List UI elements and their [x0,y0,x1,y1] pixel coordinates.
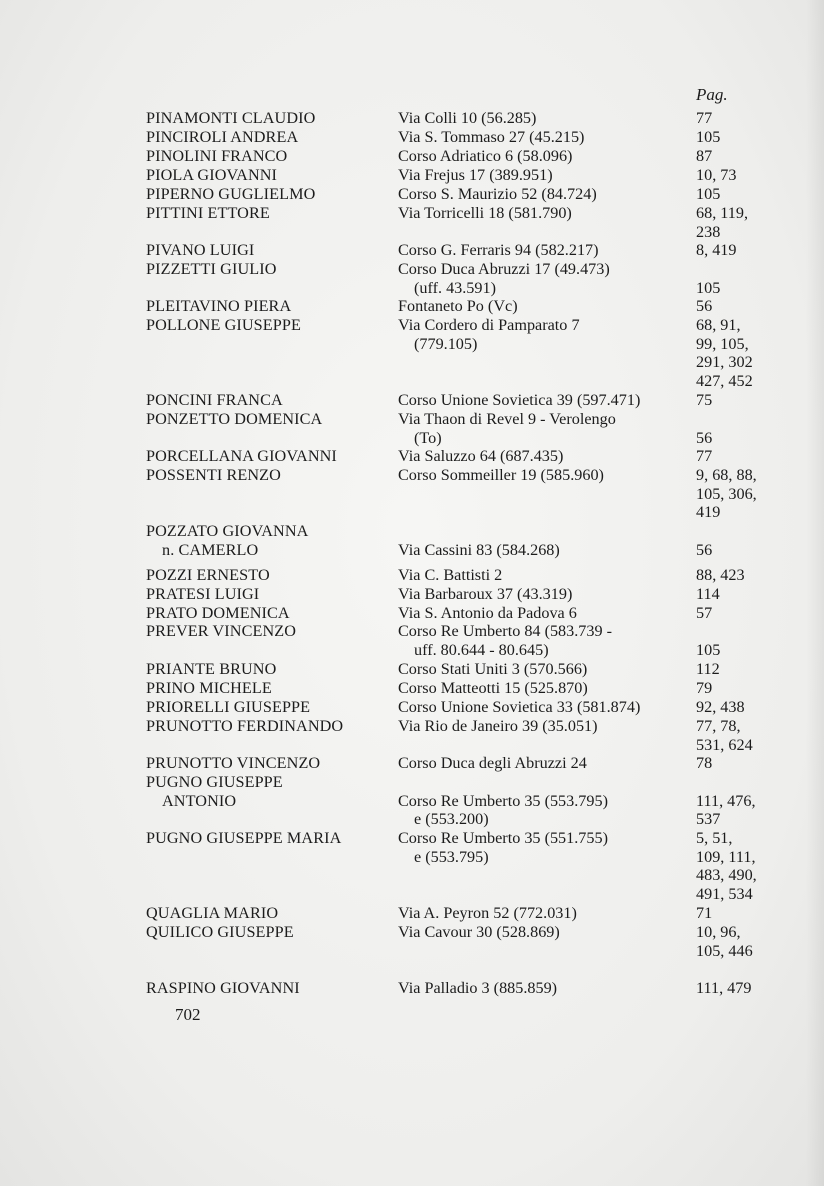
entry-name [146,979,386,998]
entry-address [398,185,698,204]
entry-page-ref: 105, 446 [696,941,753,960]
entry-address-line: Corso Duca degli Abruzzi 24 [398,754,587,772]
entry-pages [696,241,806,260]
entry-name-line: PRUNOTTO VINCENZO [146,754,321,772]
entry-pages [696,904,806,923]
entry-name-line: PITTINI ETTORE [146,204,270,222]
entry-name-line: PRATO DOMENICA [146,604,290,622]
entry-page-ref: 105 [696,128,721,146]
entry-address-line: (779.105) [414,334,478,353]
entry-address [398,622,698,659]
entry-address-line: Corso Unione Sovietica 39 (597.471) [398,391,641,409]
entry-name [146,185,386,204]
entry-address [398,660,698,679]
entry-name-line: PIPERNO GUGLIELMO [146,185,316,203]
entry-address-line: Via S. Antonio da Padova 6 [398,604,577,622]
page-number: 702 [175,1005,201,1024]
entry-address [398,698,698,717]
entry-page-ref: 8, 419 [696,241,737,259]
entry-address-line: e (553.795) [414,847,489,866]
entry-pages [696,260,806,297]
entry-pages [696,717,806,754]
entry-address [398,829,698,866]
entry-page-ref [696,410,806,429]
entry-pages [696,679,806,698]
entry-page-ref: 10, 96, [696,923,741,941]
entry-address [398,166,698,185]
entry-page-ref: 238 [696,222,721,241]
entry-page-ref: 75 [696,391,713,409]
entry-pages [696,698,806,717]
entry-address [398,923,698,942]
entry-name-line: PINCIROLI ANDREA [146,128,299,146]
entry-page-ref: 427, 452 [696,372,753,391]
entry-page-ref: 56 [696,428,713,447]
entry-name [146,660,386,679]
entry-page-ref: 537 [696,810,721,829]
entry-address-line: Corso Re Umberto 35 (553.795) [398,791,608,810]
entry-page-ref: 56 [696,540,713,559]
entry-pages [696,204,806,241]
entry-name [146,128,386,147]
entry-pages [696,566,806,585]
entry-address [398,241,698,260]
entry-name-line: PUGNO GIUSEPPE [146,773,283,791]
entry-address [398,109,698,128]
entry-name-line: PRATESI LUIGI [146,585,260,603]
entry-address [398,391,698,410]
entry-pages [696,585,806,604]
entry-pages [696,316,806,391]
entry-page-ref: 9, 68, 88, [696,466,757,484]
entry-name-line: POZZATO GIOVANNA [146,522,309,540]
entry-address-line: Via C. Battisti 2 [398,566,503,584]
entry-address-line [398,522,698,541]
entry-address [398,585,698,604]
entry-name [146,241,386,260]
entry-name [146,466,386,485]
pages-column-header: Pag. [696,85,728,104]
entry-name [146,717,386,736]
entry-pages [696,829,806,904]
entry-address-line: Corso Duca Abruzzi 17 (49.473) [398,260,610,278]
entry-address-line: Corso Re Umberto 84 (583.739 - [398,622,613,640]
entry-page-ref [696,260,806,279]
entry-pages [696,185,806,204]
entry-name-line: PIOLA GIOVANNI [146,166,278,184]
entry-pages [696,773,806,829]
entry-address [398,147,698,166]
entry-pages [696,622,806,659]
entry-name [146,410,386,429]
entry-address [398,979,698,998]
entry-pages [696,410,806,447]
entry-name-line: PRINO MICHELE [146,679,272,697]
entry-address-line: uff. 80.644 - 80.645) [414,640,549,659]
entry-page-ref: 419 [696,503,721,522]
entry-page-ref: 291, 302 [696,353,753,372]
entry-page-ref: 57 [696,604,713,622]
entry-name [146,316,386,335]
entry-address-line: Corso G. Ferraris 94 (582.217) [398,241,599,259]
entry-address-line: Corso Unione Sovietica 33 (581.874) [398,698,641,716]
entry-name [146,447,386,466]
entry-page-ref: 111, 479 [696,979,752,997]
entry-name [146,773,386,810]
entry-address-line: (uff. 43.591) [414,278,496,297]
entry-address-line: (To) [414,428,442,447]
entry-pages [696,147,806,166]
entry-name-line: QUILICO GIUSEPPE [146,923,294,941]
entry-page-ref: 78 [696,754,713,772]
entry-name-line: PLEITAVINO PIERA [146,297,292,315]
entry-page-ref: 68, 119, [696,204,749,222]
entry-page-ref: 88, 423 [696,566,745,584]
entry-pages [696,166,806,185]
entry-address [398,297,698,316]
entry-name [146,391,386,410]
entry-page-ref: 105 [696,185,721,203]
entry-address [398,717,698,736]
entry-address [398,260,698,297]
entry-address [398,566,698,585]
entry-name-line: POZZI ERNESTO [146,566,270,584]
entry-pages [696,391,806,410]
entry-address [398,604,698,623]
entry-page-ref: 491, 534 [696,885,753,904]
entry-address-line: Via Cordero di Pamparato 7 [398,316,580,334]
entry-name-line: RASPINO GIOVANNI [146,979,300,997]
entry-page-ref: 56 [696,297,713,315]
entry-name [146,147,386,166]
entry-name-line: n. CAMERLO [162,540,259,559]
entry-address-line: Via Colli 10 (56.285) [398,109,537,127]
entry-pages [696,522,806,559]
entry-address [398,204,698,223]
entry-address-line: Via Rio de Janeiro 39 (35.051) [398,717,598,735]
entry-page-ref [696,622,806,641]
entry-name [146,698,386,717]
entry-name [146,522,386,559]
entry-name-line: PORCELLANA GIOVANNI [146,447,337,465]
entry-name-line: PONCINI FRANCA [146,391,283,409]
entry-pages [696,297,806,316]
entry-address-line: Corso S. Maurizio 52 (84.724) [398,185,597,203]
entry-name [146,923,386,942]
entry-address-line: Via Frejus 17 (389.951) [398,166,553,184]
entry-name-line: ANTONIO [162,791,237,810]
entry-address-line: Via Cavour 30 (528.869) [398,923,560,941]
entry-name [146,166,386,185]
entry-address-line: Via Cassini 83 (584.268) [398,540,560,559]
entry-name-line: POLLONE GIUSEPPE [146,316,301,334]
entry-pages [696,604,806,623]
entry-address [398,679,698,698]
entry-page-ref: 10, 73 [696,166,737,184]
entry-pages [696,447,806,466]
entry-page-ref: 105 [696,640,721,659]
entry-address-line [398,773,698,792]
entry-name [146,204,386,223]
entry-address [398,773,698,829]
entry-name-line: PIVANO LUIGI [146,241,255,259]
entry-name [146,109,386,128]
entry-page-ref: 112 [696,660,720,678]
entry-address-line: Corso Matteotti 15 (525.870) [398,679,588,697]
entry-name [146,754,386,773]
entry-name [146,260,386,279]
entry-name [146,829,386,848]
entry-address [398,904,698,923]
entry-address-line: Via Torricelli 18 (581.790) [398,204,572,222]
entry-page-ref: 77 [696,109,713,127]
entry-page-ref: 105, 306, [696,484,757,503]
entry-page-ref: 92, 438 [696,698,745,716]
entry-name [146,566,386,585]
entry-name [146,904,386,923]
entry-page-ref: 77 [696,447,713,465]
entry-name-line: PINAMONTI CLAUDIO [146,109,316,127]
entry-name-line: PONZETTO DOMENICA [146,410,323,428]
entry-page-ref: 5, 51, [696,829,733,847]
entry-name-line: PIZZETTI GIULIO [146,260,277,278]
entry-pages [696,660,806,679]
entry-address-line: e (553.200) [414,810,489,829]
entry-name-line: PRIORELLI GIUSEPPE [146,698,311,716]
entry-pages [696,109,806,128]
entry-name [146,585,386,604]
entry-address [398,128,698,147]
entry-address-line: Via Barbaroux 37 (43.319) [398,585,573,603]
entry-pages [696,466,806,522]
entry-name [146,604,386,623]
page-edge-shadow [806,0,824,1186]
entry-page-ref: 87 [696,147,713,165]
entry-address-line: Via Thaon di Revel 9 - Verolengo [398,410,616,428]
entry-name-line: POSSENTI RENZO [146,466,281,484]
entry-page-ref: 99, 105, [696,334,749,353]
entry-address-line: Fontaneto Po (Vc) [398,297,518,315]
entry-page-ref: 531, 624 [696,735,753,754]
entry-name [146,679,386,698]
entry-address-line: Via S. Tommaso 27 (45.215) [398,128,585,146]
entry-name [146,622,386,641]
entry-name-line: PRIANTE BRUNO [146,660,277,678]
entry-address [398,522,698,559]
entry-page-ref: 77, 78, [696,717,741,735]
entry-address-line: Corso Stati Uniti 3 (570.566) [398,660,588,678]
entry-address-line: Via Palladio 3 (885.859) [398,979,558,997]
entry-page-ref: 111, 476, [696,791,756,810]
entry-pages [696,128,806,147]
entry-name-line: PUGNO GIUSEPPE MARIA [146,829,342,847]
entry-address-line: Corso Re Umberto 35 (551.755) [398,829,608,847]
entry-pages [696,754,806,773]
entry-address-line: Via Saluzzo 64 (687.435) [398,447,564,465]
entry-address [398,754,698,773]
entry-pages [696,979,806,998]
entry-page-ref: 114 [696,585,720,603]
entry-address-line: Corso Adriatico 6 (58.096) [398,147,573,165]
entry-page-ref: 71 [696,904,713,922]
entry-pages [696,923,806,960]
entry-address [398,410,698,447]
entry-page-ref [696,773,806,792]
entry-address [398,447,698,466]
entry-address [398,466,698,485]
entry-name-line: PINOLINI FRANCO [146,147,288,165]
entry-page-ref: 105 [696,278,721,297]
entry-page-ref: 79 [696,679,713,697]
entry-name-line: QUAGLIA MARIO [146,904,279,922]
entry-address-line: Via A. Peyron 52 (772.031) [398,904,577,922]
entry-name-line: PREVER VINCENZO [146,622,297,640]
entry-address [398,316,698,353]
entry-name-line: PRUNOTTO FERDINANDO [146,717,344,735]
entry-page-ref: 483, 490, [696,866,757,885]
entry-name [146,297,386,316]
entry-page-ref: 109, 111, [696,847,756,866]
entry-page-ref: 68, 91, [696,316,741,334]
entry-address-line: Corso Sommeiller 19 (585.960) [398,466,604,484]
entry-page-ref [696,522,806,541]
